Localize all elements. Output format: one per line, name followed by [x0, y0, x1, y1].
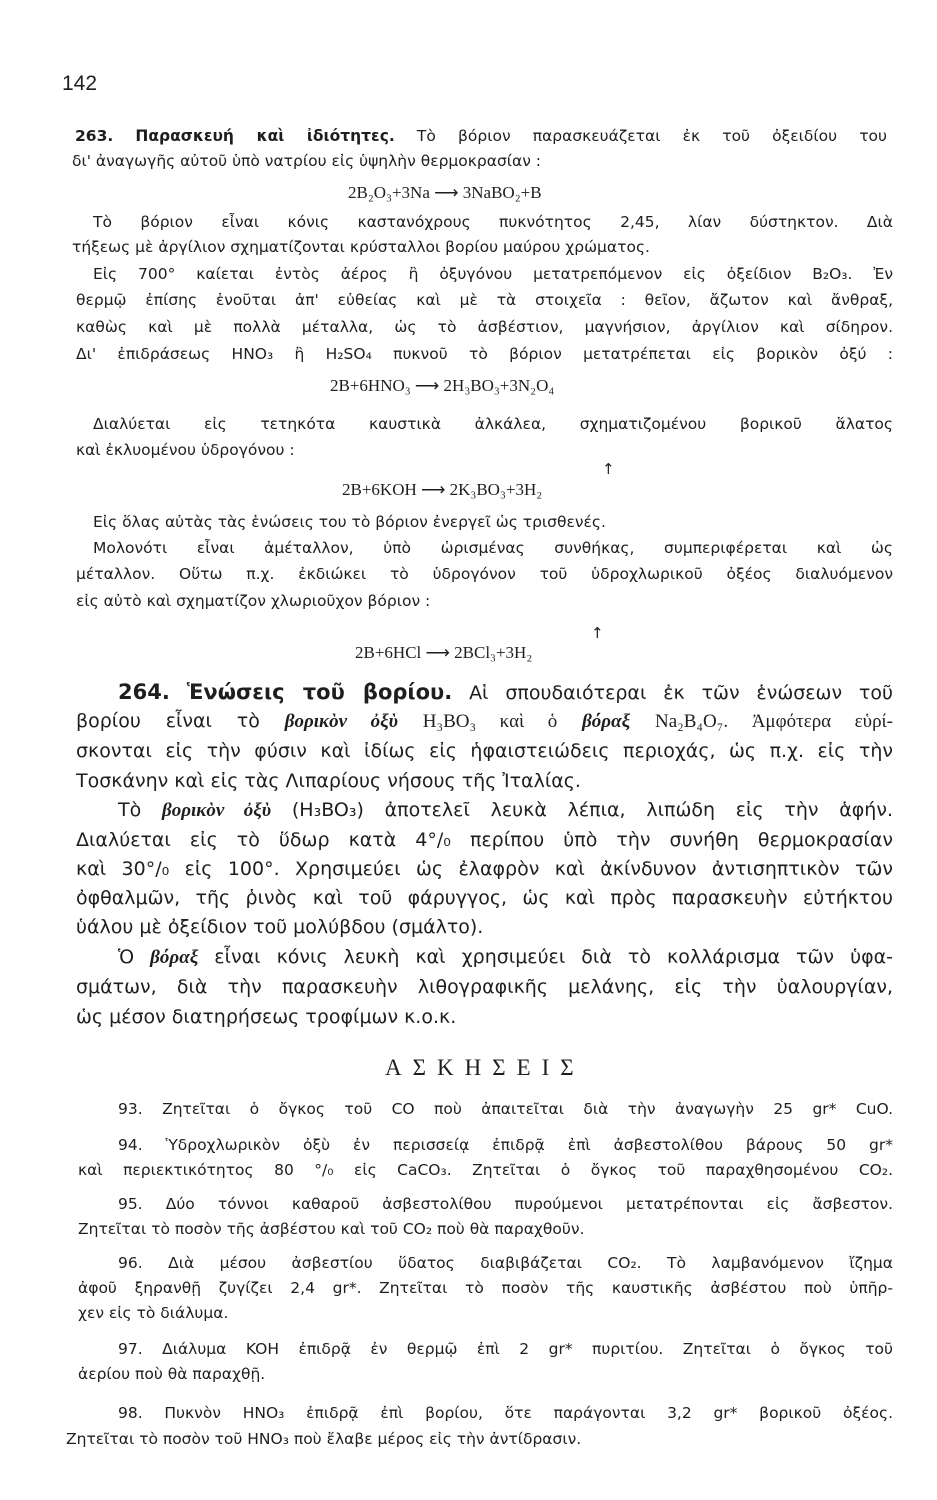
paragraph-line: ὡς μέσον διατηρήσεως τροφίμων κ.ο.κ. [76, 1006, 457, 1028]
section-263-line-2: δι' ἀναγωγῆς αὐτοῦ ὑπὸ νατρίου εἰς ὑψηλὴν θερμοκρασίαν : [72, 152, 542, 170]
text-fragment: (H₃BO₃) ἀποτελεῖ λευκὰ λέπια, λιπώδη εἰς τὴν ἁφήν. [291, 799, 893, 821]
section-264-line-1 [118, 680, 893, 704]
equation-boron-hcl: 2B+6HCl ⟶ 2BCl₃+3H₂ [355, 643, 533, 662]
equation-boron-preparation: 2B₂O₃+3Na ⟶ 3NaBO₂+B [348, 183, 542, 202]
exercise-98-line-2: Ζητεῖται τὸ ποσὸν τοῦ HNO₃ ποὺ ἔλαβε μέρος εἰς τὴν ἀντίδρασιν. [66, 1430, 582, 1448]
paragraph-line [118, 799, 893, 822]
page-number: 142 [62, 72, 98, 95]
section-263-number: 263. [75, 127, 114, 145]
exercise-96-line-1: 96. Διὰ μέσου ἀσβεστίου ὕδατος διαβιβάζεται CO₂. Τὸ λαμβανόμενον ἴζημα [118, 1254, 893, 1272]
paragraph-line: Μολονότι εἶναι ἀμέταλλον, ὑπὸ ὡρισμένας συνθήκας, συμπεριφέρεται καὶ ὡς [93, 539, 893, 557]
paragraph-line: Διαλύεται εἰς τὸ ὕδωρ κατὰ 4°/₀ περίπου ὑπὸ τὴν συνήθη θερμοκρασίαν [76, 829, 893, 851]
term-boric-acid: βορικὸν ὀξὺ [162, 800, 272, 821]
paragraph-line: ὀφθαλμῶν, τῆς ῥινὸς καὶ τοῦ φάρυγγος, ὡς καὶ πρὸς παρασκευὴν εὐτήκτου [76, 887, 893, 909]
text-fragment: H₃BO₃ καὶ ὁ [422, 711, 558, 732]
exercise-96-line-3: χεν εἰς τὸ διάλυμα. [78, 1304, 229, 1322]
exercise-97-line-2: ἀερίου ποὺ θὰ παραχθῇ. [78, 1365, 266, 1383]
text-fragment: Τὸ [118, 799, 142, 821]
section-264-number: 264. [118, 680, 170, 704]
term-borax: βόραξ [150, 947, 199, 968]
section-264-line-2 [76, 710, 893, 733]
text-fragment: βορίου εἶναι τὸ [76, 710, 260, 732]
exercise-94-line-2: καὶ περιεκτικότητος 80 °/₀ εἰς CaCO₃. Ζητεῖται ὁ ὄγκος τοῦ παραχθησομένου CO₂. [78, 1161, 893, 1179]
paragraph-line: ὑάλου μὲ ὀξείδιον τοῦ μολύβδου (σμάλτο). [76, 916, 484, 938]
exercises-heading: ΑΣΚΗΣΕΙΣ [385, 1055, 585, 1080]
paragraph-line [118, 946, 893, 969]
gas-evolution-arrow-icon: ↑ [602, 460, 615, 478]
paragraph-line: Τοσκάνην καὶ εἰς τὰς Λιπαρίους νήσους τῆς Ἰταλίας. [76, 770, 581, 792]
exercise-93: 93. Ζητεῖται ὁ ὄγκος τοῦ CO ποὺ ἀπαιτεῖται διὰ τὴν ἀναγωγὴν 25 gr* CuO. [118, 1100, 893, 1118]
section-263-text: Τὸ βόριον παρασκευάζεται ἐκ τοῦ ὀξειδίου του [416, 127, 887, 145]
exercise-94-line-1: 94. Ὑδροχλωρικὸν ὀξὺ ἐν περισσείᾳ ἐπιδρᾷ ἐπὶ ἀσβεστολίθου βάρους 50 gr* [118, 1136, 893, 1154]
paragraph-line: θερμῷ ἐπίσης ἑνοῦται ἀπ' εὐθείας καὶ μὲ τὰ στοιχεῖα : θεῖον, ἄζωτον καὶ ἄνθραξ, [76, 291, 893, 309]
paragraph-line: εἰς αὐτὸ καὶ σχηματίζον χλωριοῦχον βόριον : [76, 592, 431, 610]
text-fragment: εἶναι κόνις λευκὴ καὶ χρησιμεύει διὰ τὸ κολλάρισμα τῶν ὑφα- [214, 946, 893, 968]
paragraph-line: καὶ 30°/₀ εἰς 100°. Χρησιμεύει ὡς ἐλαφρὸν καὶ ἀκίνδυνον ἀντισηπτικὸν τῶν [76, 858, 893, 880]
paragraph-line: Δι' ἐπιδράσεως HNO₃ ἢ H₂SO₄ πυκνοῦ τὸ βόριον μετατρέπεται εἰς βορικὸν ὀξύ : [76, 345, 893, 363]
paragraph-line: Διαλύεται εἰς τετηκότα καυστικὰ ἀλκάλεα, σχηματιζομένου βορικοῦ ἅλατος [93, 415, 893, 433]
exercise-96-line-2: ἀφοῦ ξηρανθῇ ζυγίζει 2,4 gr*. Ζητεῖται τὸ ποσὸν τῆς καυστικῆς ἀσβέστου ποὺ ὑπῆρ- [78, 1279, 893, 1297]
section-264-text: Αἱ σπουδαιότεραι ἐκ τῶν ἑνώσεων τοῦ [469, 682, 893, 704]
paragraph-line: Τὸ βόριον εἶναι κόνις καστανόχρους πυκνότητος 2,45, λίαν δύστηκτον. Διὰ [93, 213, 893, 231]
paragraph-line: καὶ ἐκλυομένου ὑδρογόνου : [76, 441, 295, 459]
gas-evolution-arrow-icon: ↑ [591, 624, 604, 642]
paragraph-line: τήξεως μὲ ἀργίλιον σχηματίζονται κρύσταλλοι βορίου μαύρου χρώματος. [72, 238, 650, 256]
exercise-95-line-1: 95. Δύο τόννοι καθαροῦ ἀσβεστολίθου πυρούμενοι μετατρέπονται εἰς ἄσβεστον. [118, 1195, 893, 1213]
section-263-heading: Παρασκευή καὶ ἰδιότητες. [135, 127, 395, 145]
paragraph-line: σμάτων, διὰ τὴν παρασκευὴν λιθογραφικῆς μελάνης, εἰς τὴν ὑαλουργίαν, [76, 976, 893, 998]
equation-boron-nitric-acid: 2B+6HNO₃ ⟶ 2H₃BO₃+3N₂O₄ [330, 376, 555, 395]
equation-boron-koh: 2B+6KOH ⟶ 2K₃BO₃+3H₂ [342, 480, 543, 499]
text-fragment: Ὁ [118, 946, 135, 968]
exercise-97-line-1: 97. Διάλυμα KOH ἐπιδρᾷ ἐν θερμῷ ἐπὶ 2 gr* πυριτίου. Ζητεῖται ὁ ὄγκος τοῦ [118, 1340, 893, 1358]
paragraph-line: καθὼς καὶ μὲ πολλὰ μέταλλα, ὡς τὸ ἀσβέστιον, μαγνήσιον, ἀργίλιον καὶ σίδηρον. [76, 318, 893, 336]
paragraph-line: Εἰς 700° καίεται ἐντὸς ἀέρος ἢ ὀξυγόνου μετατρεπόμενον εἰς ὀξείδιον B₂O₃. Ἐν [93, 265, 893, 283]
paragraph-line: Εἰς ὅλας αὐτὰς τὰς ἑνώσεις του τὸ βόριον ἐνεργεῖ ὡς τρισθενές. [93, 513, 606, 531]
term-borax: βόραξ [582, 711, 631, 732]
section-263-line-1 [75, 127, 887, 145]
term-boric-acid: βορικὸν ὀξὺ [284, 711, 398, 732]
exercise-98-line-1: 98. Πυκνὸν HNO₃ ἐπιδρᾷ ἐπὶ βορίου, ὅτε παράγονται 3,2 gr* βορικοῦ ὀξέος. [118, 1404, 893, 1422]
section-264-heading: Ἑνώσεις τοῦ βορίου. [186, 680, 453, 704]
exercise-95-line-2: Ζητεῖται τὸ ποσὸν τῆς ἀσβέστου καὶ τοῦ CO₂ ποὺ θὰ παραχθοῦν. [78, 1220, 585, 1238]
paragraph-line: μέταλλον. Οὕτω π.χ. ἐκδιώκει τὸ ὑδρογόνον τοῦ ὑδροχλωρικοῦ ὀξέος διαλυόμενον [76, 565, 893, 583]
text-fragment: Na₂B₄O₇. Ἀμφότερα εὑρί- [654, 711, 893, 732]
paragraph-line: σκονται εἰς τὴν φύσιν καὶ ἰδίως εἰς ἡφαιστειώδεις περιοχάς, ὡς π.χ. εἰς τὴν [76, 740, 893, 762]
